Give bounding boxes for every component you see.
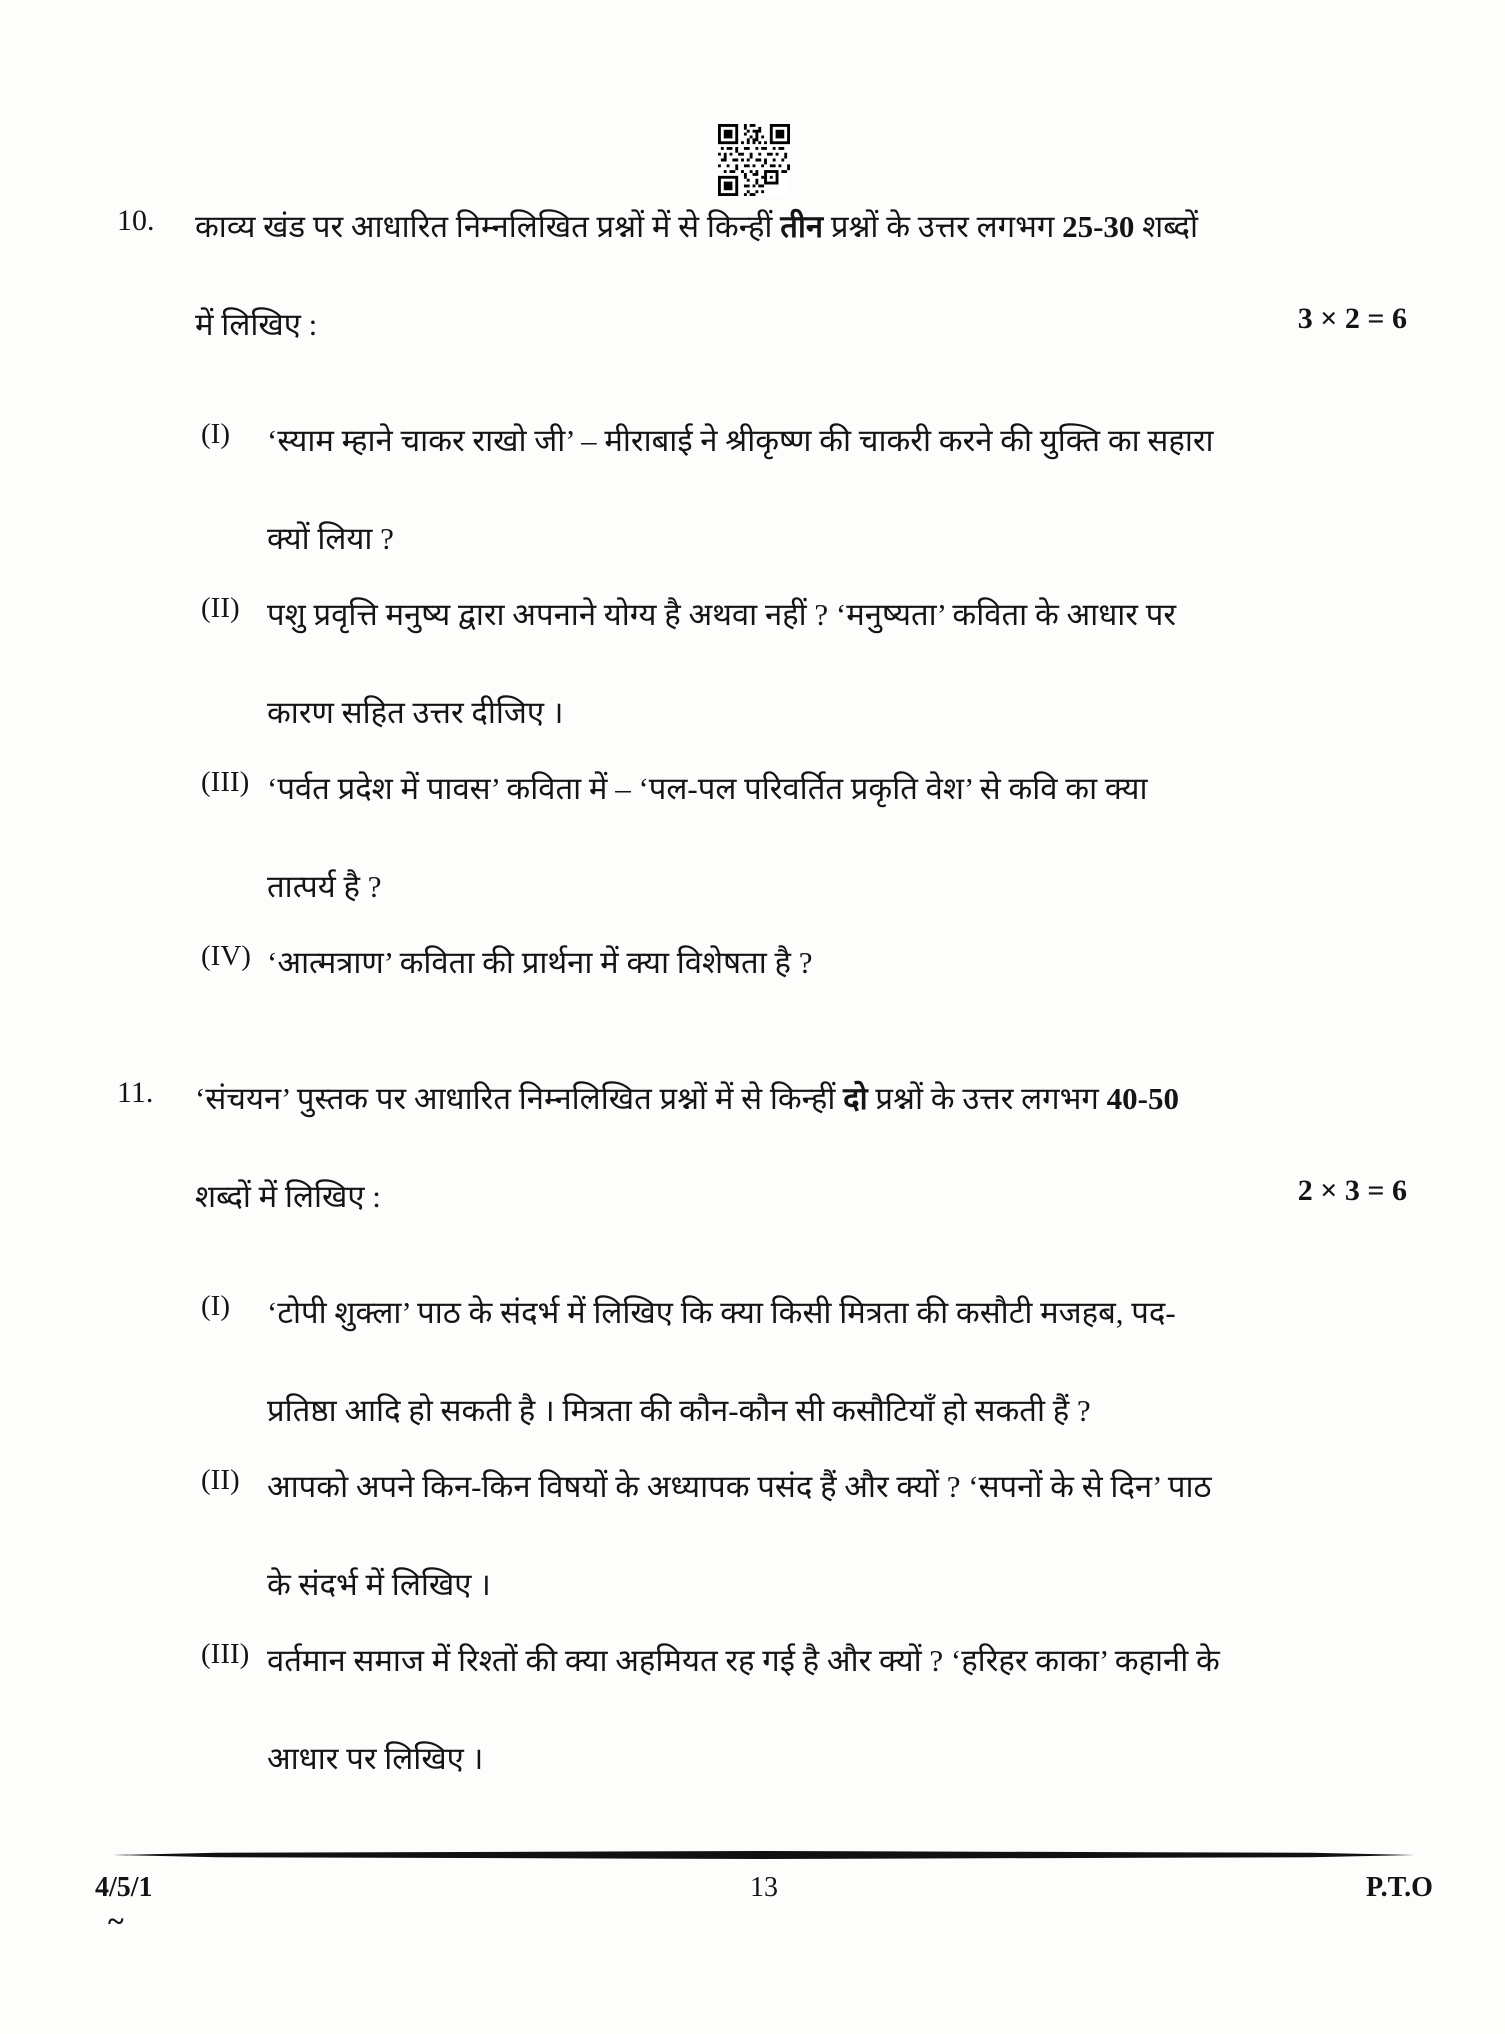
question-10-sub-4-label: (IV): [201, 940, 251, 972]
page-content: [117, 204, 1407, 1812]
question-11-sub-2: [201, 1464, 1407, 1608]
tilde-mark: ~: [108, 1905, 124, 1938]
question-10-sub-1-line-1: ‘स्याम म्हाने चाकर राखो जी’ – मीराबाई ने श्रीकृष्ण की चाकरी करने की युक्ति का सहारा: [267, 423, 1214, 458]
question-10-sub-2-label: (II): [201, 592, 240, 624]
question-10-sub-2: [201, 592, 1407, 736]
question-10-intro-line-1: [117, 204, 1407, 250]
question-10-number: 10.: [117, 204, 155, 237]
question-11-sub-3: [201, 1638, 1407, 1782]
question-10-sub-2-line-1: पशु प्रवृत्ति मनुष्य द्वारा अपनाने योग्य है अथवा नहीं ? ‘मनुष्यता’ कविता के आधार पर: [267, 597, 1176, 632]
question-11-intro-text: ‘संचयन’ पुस्तक पर आधारित निम्नलिखित प्रश्नों में से किन्हीं दो प्रश्नों के उत्तर लगभग 40-50: [195, 1081, 1179, 1116]
question-11-intro-line-2: शब्दों में लिखिए : 2 × 3 = 6: [195, 1174, 1407, 1220]
question-11-sub-3-label: (III): [201, 1638, 250, 1670]
question-11-marks: 2 × 3 = 6: [1297, 1174, 1407, 1207]
question-10-intro-line-2: में लिखिए : 3 × 2 = 6: [195, 302, 1407, 348]
question-11-sub-2-line-2: के संदर्भ में लिखिए ।: [267, 1567, 491, 1602]
question-11-sub-2-line-1: आपको अपने किन-किन विषयों के अध्यापक पसंद हैं और क्यों ? ‘सपनों के से दिन’ पाठ: [267, 1469, 1212, 1504]
question-11-sub-1-line-2: प्रतिष्ठा आदि हो सकती है । मित्रता की कौन-कौन सी कसौटियाँ हो सकती हैं ?: [267, 1393, 1091, 1428]
page-number: 13: [749, 1872, 778, 1903]
question-10-sub-4: [201, 940, 1407, 986]
paper-code: 4/5/1: [95, 1872, 153, 1903]
question-11-word-limit: 40-50: [1106, 1081, 1179, 1116]
page-footer: [95, 1872, 1433, 1904]
qr-code: [716, 124, 792, 196]
question-11-choose-count: दो: [843, 1081, 868, 1116]
question-10-sub-2-line-2: कारण सहित उत्तर दीजिए ।: [267, 695, 564, 730]
question-11-sub-2-label: (II): [201, 1464, 240, 1496]
question-10-intro-text: काव्य खंड पर आधारित निम्नलिखित प्रश्नों में से किन्हीं तीन प्रश्नों के उत्तर लगभग 25-30 शब्दों: [195, 209, 1199, 244]
question-10-sub-3-line-1: ‘पर्वत प्रदेश में पावस’ कविता में – ‘पल-पल परिवर्तित प्रकृति वेश’ से कवि का क्या: [267, 771, 1148, 806]
question-10-sub-1-line-2: क्यों लिया ?: [267, 521, 394, 556]
question-10-sub-1-label: (I): [201, 418, 230, 450]
footer-divider-line: [113, 1851, 1415, 1859]
question-10-sub-1: [201, 418, 1407, 562]
question-11-sub-3-line-2: आधार पर लिखिए ।: [267, 1741, 484, 1776]
question-11-sub-3-line-1: वर्तमान समाज में रिश्तों की क्या अहमियत रह गई है और क्यों ? ‘हरिहर काका’ कहानी के: [267, 1643, 1220, 1678]
question-11-number: 11.: [117, 1076, 154, 1109]
question-10-marks: 3 × 2 = 6: [1297, 302, 1407, 335]
question-10-choose-count: तीन: [780, 209, 824, 244]
pto-label: P.T.O: [1366, 1872, 1433, 1903]
question-11-sub-1: [201, 1290, 1407, 1434]
question-11-sub-1-line-1: ‘टोपी शुक्ला’ पाठ के संदर्भ में लिखिए कि क्या किसी मित्रता की कसौटी मजहब, पद-: [267, 1295, 1176, 1330]
question-11-sub-1-label: (I): [201, 1290, 230, 1322]
question-gap: [117, 1016, 1407, 1076]
question-10-word-limit: 25-30: [1062, 209, 1135, 244]
question-10-sub-3-line-2: तात्पर्य है ?: [267, 869, 382, 904]
question-10-sub-3: [201, 766, 1407, 910]
question-11-intro-line-1: [117, 1076, 1407, 1122]
question-10-sub-3-label: (III): [201, 766, 250, 798]
question-10-sub-4-line-1: ‘आत्मत्राण’ कविता की प्रार्थना में क्या विशेषता है ?: [267, 945, 813, 980]
